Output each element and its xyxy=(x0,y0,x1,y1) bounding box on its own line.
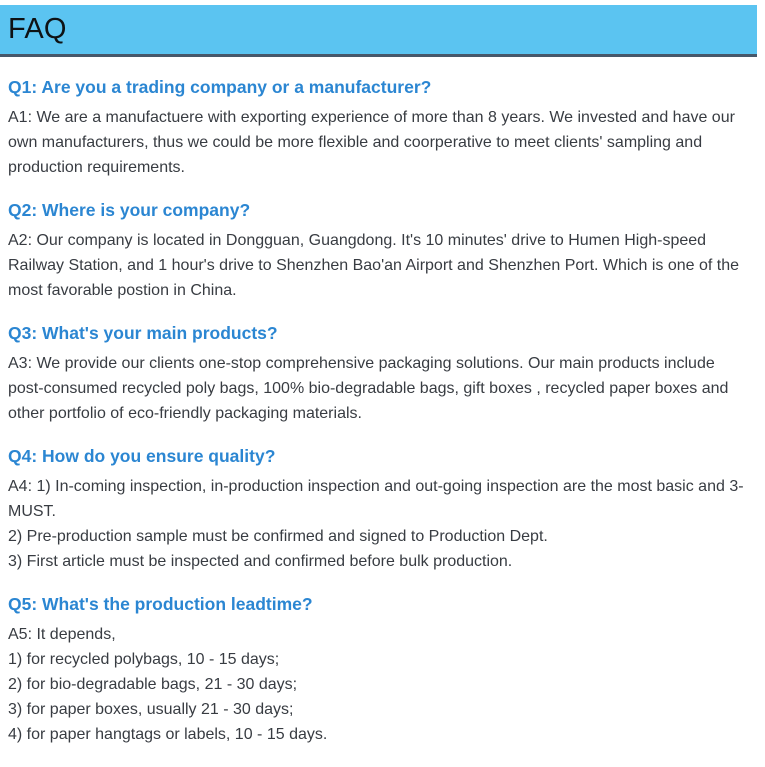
faq-answer-line: 3) First article must be inspected and confirmed before bulk production. xyxy=(8,553,513,570)
faq-question: Q2: Where is your company? xyxy=(8,200,251,220)
faq-question: Q5: What's the production leadtime? xyxy=(8,594,313,614)
faq-answer-line: 2) for bio-degradable bags, 21 - 30 days; xyxy=(8,676,298,693)
page-title: FAQ xyxy=(8,13,67,45)
faq-question: Q3: What's your main products? xyxy=(8,323,278,343)
faq-answer-line: A2: Our company is located in Dongguan, Guangdong. It's 10 minutes' drive to Humen High-speed Railway Station, and 1 hour's drive to Shenzhen Bao'an Airport and Shenzhen Port. Which is one of the most favorable postion in China. xyxy=(8,232,739,299)
faq-question: Q1: Are you a trading company or a manufacturer? xyxy=(8,77,432,97)
faq-answer-line: A5: It depends, xyxy=(8,626,116,643)
faq-answer-line: 1) for recycled polybags, 10 - 15 days; xyxy=(8,651,280,668)
faq-answer-line: A4: 1) In-coming inspection, in-production inspection and out-going inspection are the most basic and 3-MUST. xyxy=(8,478,744,520)
faq-item-3 xyxy=(8,323,749,426)
faq-item-5 xyxy=(8,594,749,747)
faq-answer-line: A3: We provide our clients one-stop comprehensive packaging solutions. Our main products include post-consumed recycled poly bags, 100% bio-degradable bags, gift boxes , recycled paper boxes and other portfolio of eco-friendly packaging materials. xyxy=(8,355,729,422)
faq-header xyxy=(0,5,757,57)
faq-answer-line: 4) for paper hangtags or labels, 10 - 15 days. xyxy=(8,726,328,743)
faq-answer-line: 2) Pre-production sample must be confirmed and signed to Production Dept. xyxy=(8,528,548,545)
faq-item-2 xyxy=(8,200,749,303)
faq-list xyxy=(0,57,765,747)
faq-item-4 xyxy=(8,446,749,574)
faq-answer-line: A1: We are a manufactuere with exporting experience of more than 8 years. We invested and have our own manufacturers, thus we could be more flexible and coorperative to meet clients' sampling and production requirements. xyxy=(8,109,735,176)
faq-answer-line: 3) for paper boxes, usually 21 - 30 days; xyxy=(8,701,294,718)
faq-question: Q4: How do you ensure quality? xyxy=(8,446,276,466)
faq-item-1 xyxy=(8,77,749,180)
